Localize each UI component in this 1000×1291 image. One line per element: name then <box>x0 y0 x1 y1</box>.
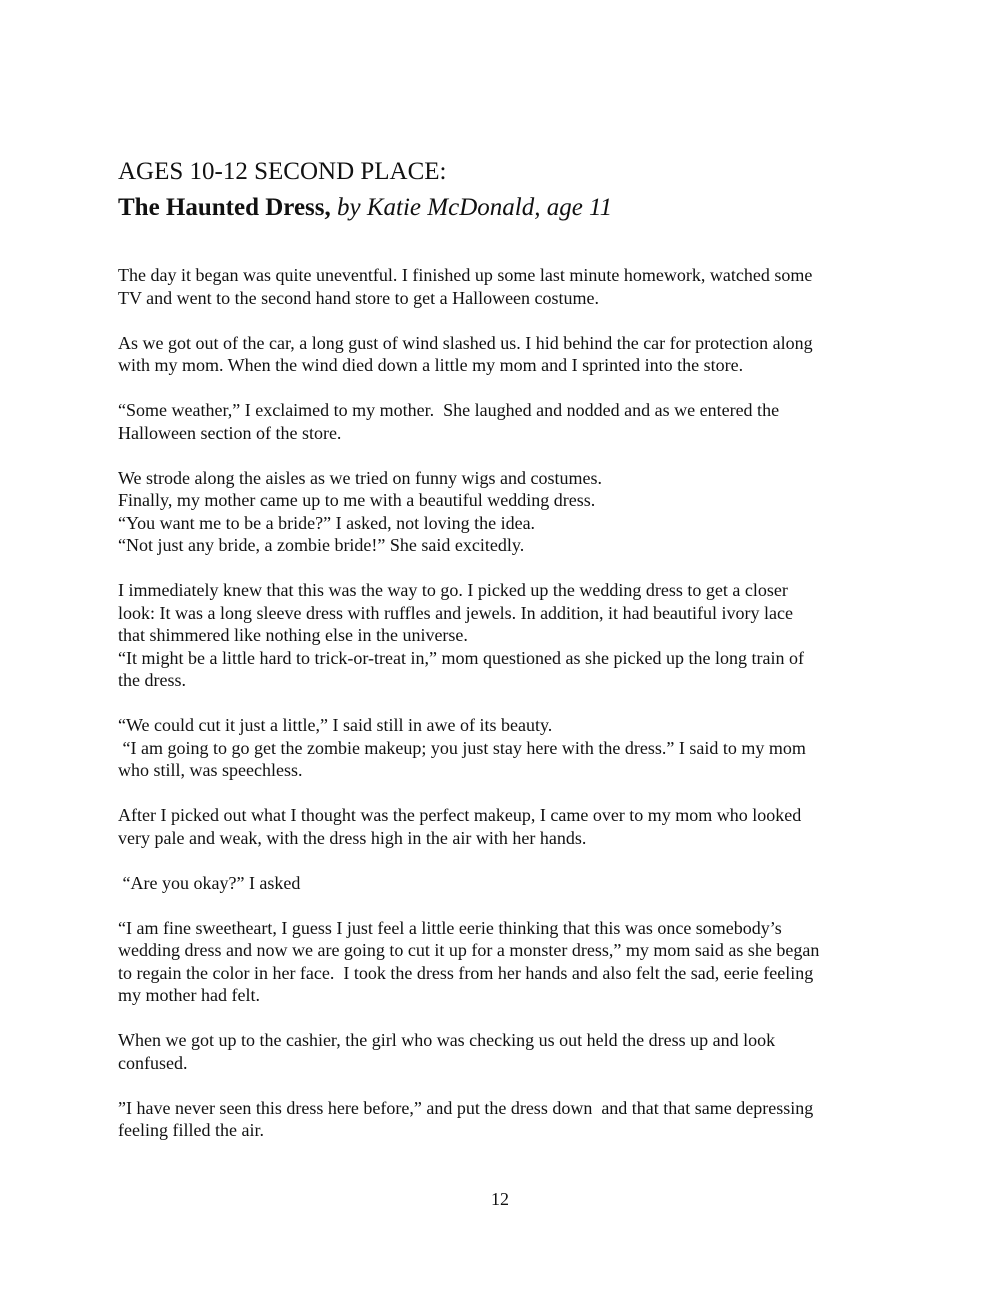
paragraph-line: my mother had felt. <box>118 985 260 1005</box>
story-byline: by Katie McDonald, age 11 <box>337 194 613 221</box>
story-paragraph <box>118 1029 888 1074</box>
story-title-line <box>118 192 612 224</box>
paragraph-line: “Are you okay?” I asked <box>118 872 301 893</box>
paragraph-line: look: It was a long sleeve dress with ruffles and jewels. In addition, it had beautiful ivory lace <box>118 602 793 623</box>
paragraph-line: As we got out of the car, a long gust of wind slashed us. I hid behind the car for protection along <box>118 332 813 353</box>
paragraph-line: “I am going to go get the zombie makeup; you just stay here with the dress.” I said to my mom <box>118 737 806 758</box>
paragraph-line: that shimmered like nothing else in the universe. <box>118 625 468 645</box>
paragraph-line: “Not just any bride, a zombie bride!” She said excitedly. <box>118 535 525 555</box>
paragraph-line: with my mom. When the wind died down a little my mom and I sprinted into the store. <box>118 355 744 375</box>
paragraph-line: the dress. <box>118 670 186 690</box>
paragraph-line: who still, was speechless. <box>118 760 303 780</box>
paragraph-line: “I am fine sweetheart, I guess I just feel a little eerie thinking that this was once somebody’s <box>118 917 782 938</box>
paragraph-line: ”I have never seen this dress here before,” and put the dress down and that that same depressing <box>118 1097 814 1118</box>
paragraph-line: wedding dress and now we are going to cut it up for a monster dress,” my mom said as she began <box>118 940 820 960</box>
paragraph-line: “We could cut it just a little,” I said still in awe of its beauty. <box>118 715 553 735</box>
story-paragraph <box>118 872 888 895</box>
story-paragraph <box>118 399 888 444</box>
paragraph-line: to regain the color in her face. I took the dress from her hands and also felt the sad, eerie feeling <box>118 962 814 983</box>
paragraph-line: very pale and weak, with the dress high in the air with her hands. <box>118 827 587 848</box>
paragraph-line: confused. <box>118 1052 188 1073</box>
paragraph-line: “You want me to be a bride?” I asked, not loving the idea. <box>118 512 536 533</box>
story-paragraph <box>118 467 888 557</box>
paragraph-line: Finally, my mother came up to me with a beautiful wedding dress. <box>118 490 596 510</box>
paragraph-line: The day it began was quite uneventful. I finished up some last minute homework, watched some <box>118 265 813 285</box>
story-paragraph <box>118 1097 888 1142</box>
story-paragraph <box>118 804 888 849</box>
story-body <box>118 264 888 1164</box>
paragraph-line: After I picked out what I thought was the perfect makeup, I came over to my mom who looked <box>118 805 802 825</box>
story-title: The Haunted Dress, <box>118 194 331 221</box>
story-paragraph <box>118 917 888 1007</box>
story-paragraph <box>118 579 888 692</box>
paragraph-line: Halloween section of the store. <box>118 422 342 443</box>
story-paragraph <box>118 714 888 782</box>
story-paragraph <box>118 264 888 309</box>
paragraph-line: TV and went to the second hand store to get a Halloween costume. <box>118 287 600 308</box>
paragraph-line: feeling filled the air. <box>118 1120 264 1140</box>
paragraph-line: We strode along the aisles as we tried on funny wigs and costumes. <box>118 467 602 488</box>
paragraph-line: When we got up to the cashier, the girl who was checking us out held the dress up and look <box>118 1030 776 1050</box>
page-number: 12 <box>491 1189 509 1209</box>
paragraph-line: “Some weather,” I exclaimed to my mother. She laughed and nodded and as we entered the <box>118 400 780 420</box>
story-paragraph <box>118 332 888 377</box>
paragraph-line: “It might be a little hard to trick-or-treat in,” mom questioned as she picked up the long train of <box>118 647 804 668</box>
paragraph-line: I immediately knew that this was the way to go. I picked up the wedding dress to get a closer <box>118 580 788 600</box>
section-heading: AGES 10-12 SECOND PLACE: <box>118 158 447 185</box>
